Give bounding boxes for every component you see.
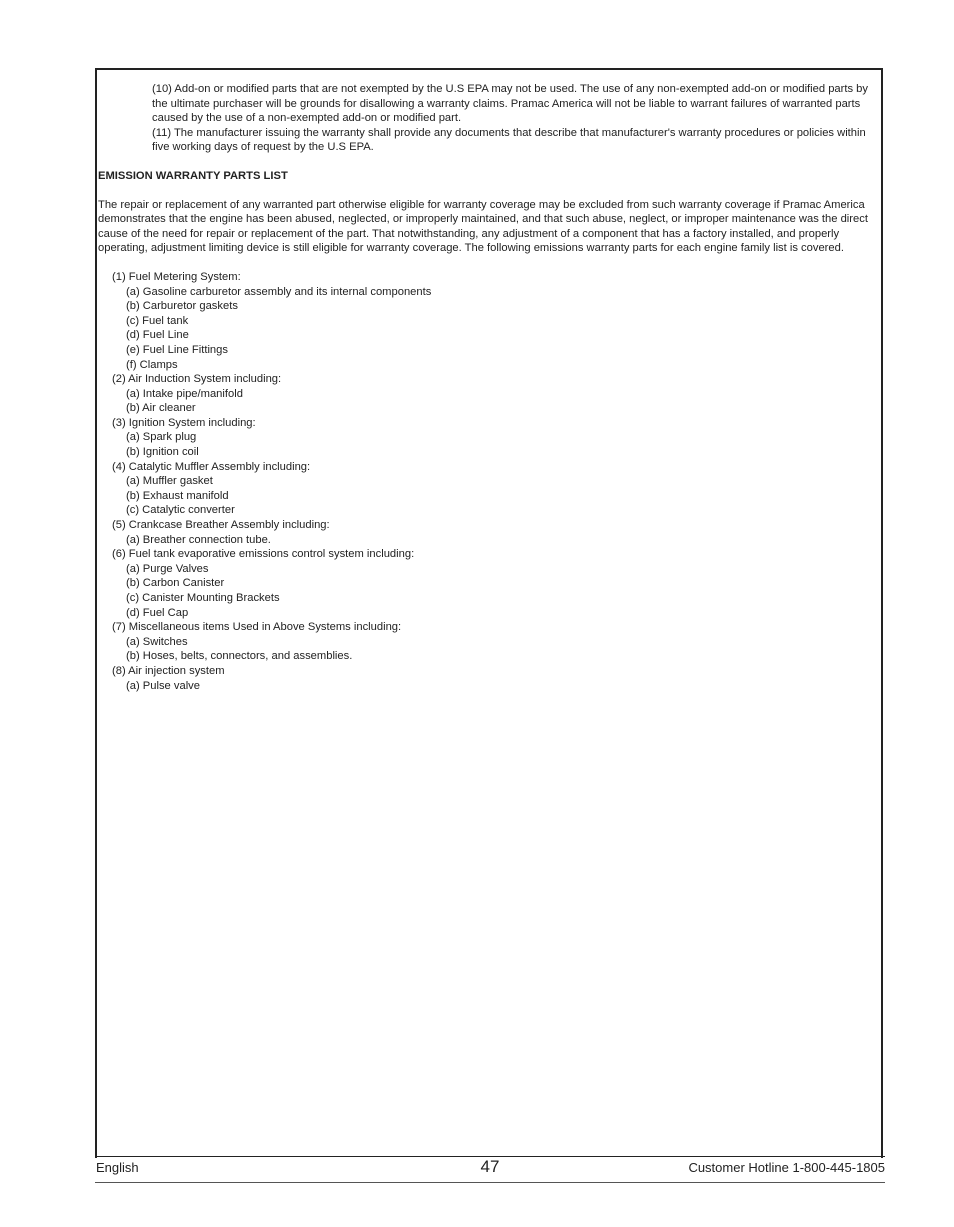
parts-item: (b) Air cleaner bbox=[126, 402, 196, 415]
parts-item: (a) Switches bbox=[126, 635, 188, 648]
customer-hotline: Customer Hotline 1-800-445-1805 bbox=[688, 1160, 885, 1175]
parts-group-title: (1) Fuel Metering System: bbox=[112, 270, 241, 283]
parts-group-title: (5) Crankcase Breather Assembly including: bbox=[112, 519, 330, 532]
parts-item: (c) Fuel tank bbox=[126, 314, 189, 327]
parts-item: (b) Carburetor gaskets bbox=[126, 300, 238, 313]
page-number: 47 bbox=[480, 1157, 500, 1176]
parts-item: (c) Canister Mounting Brackets bbox=[126, 592, 280, 604]
parts-item: (a) Intake pipe/manifold bbox=[126, 387, 243, 400]
clause-11: (11) The manufacturer issuing the warranty shall provide any documents that describe that manufacturer's warranty procedures or policies within five working days of request by the U.S EPA. bbox=[152, 126, 866, 154]
parts-item: (a) Breather connection tube. bbox=[126, 533, 271, 546]
parts-item: (a) Spark plug bbox=[126, 431, 197, 444]
parts-item: (e) Fuel Line Fittings bbox=[126, 343, 228, 356]
section-heading: EMISSION WARRANTY PARTS LIST bbox=[98, 169, 288, 182]
parts-item: (b) Carbon Canister bbox=[126, 577, 225, 590]
parts-item: (b) Exhaust manifold bbox=[126, 489, 229, 502]
parts-group-title: (2) Air Induction System including: bbox=[112, 373, 282, 386]
section-paragraph: The repair or replacement of any warranted part otherwise eligible for warranty coverage may be excluded from such warranty coverage if Pramac America demonstrates that the engine has been abused, neglected, or improperly maintained, and that such abuse, neglect, or improper maintenance was the direct cause of the need for repair or replacement of the part. That notwithstanding, any adjustment of a component that has a factory installed, and properly operating, adjustment limiting device is still eligible for warranty coverage. The following emissions warranty parts for each engine family list is covered. bbox=[98, 198, 868, 255]
parts-list bbox=[98, 270, 882, 693]
parts-item: (f) Clamps bbox=[126, 358, 178, 371]
parts-item: (c) Catalytic converter bbox=[126, 504, 235, 517]
parts-item: (b) Ignition coil bbox=[126, 446, 199, 459]
parts-group-title: (8) Air injection system bbox=[112, 664, 225, 677]
parts-group-title: (6) Fuel tank evaporative emissions control system including: bbox=[112, 548, 415, 561]
parts-group-title: (7) Miscellaneous items Used in Above Systems including: bbox=[112, 621, 402, 634]
parts-item: (b) Hoses, belts, connectors, and assemblies. bbox=[126, 650, 353, 663]
warranty-clauses bbox=[152, 82, 882, 155]
page-content bbox=[98, 82, 882, 693]
parts-group-title: (3) Ignition System including: bbox=[112, 416, 256, 429]
parts-item: (a) Muffler gasket bbox=[126, 475, 213, 488]
parts-item: (d) Fuel Cap bbox=[126, 606, 189, 619]
parts-group-title: (4) Catalytic Muffler Assembly including: bbox=[112, 460, 311, 473]
parts-item: (a) Purge Valves bbox=[126, 562, 209, 575]
parts-item: (a) Pulse valve bbox=[126, 679, 200, 692]
clause-10: (10) Add-on or modified parts that are not exempted by the U.S EPA may not be used. The use of any non-exempted add-on or modified parts by the ultimate purchaser will be grounds for disallowing a warranty claims. Pramac America will not be liable to warrant failures of warranted parts caused by the use of a non-exempted add-on or modified part. bbox=[152, 83, 868, 125]
footer-language: English bbox=[96, 1160, 139, 1175]
footer-rule bbox=[95, 1182, 885, 1183]
parts-item: (a) Gasoline carburetor assembly and its internal components bbox=[126, 285, 432, 298]
page-footer bbox=[95, 1156, 885, 1179]
parts-item: (d) Fuel Line bbox=[126, 329, 189, 342]
